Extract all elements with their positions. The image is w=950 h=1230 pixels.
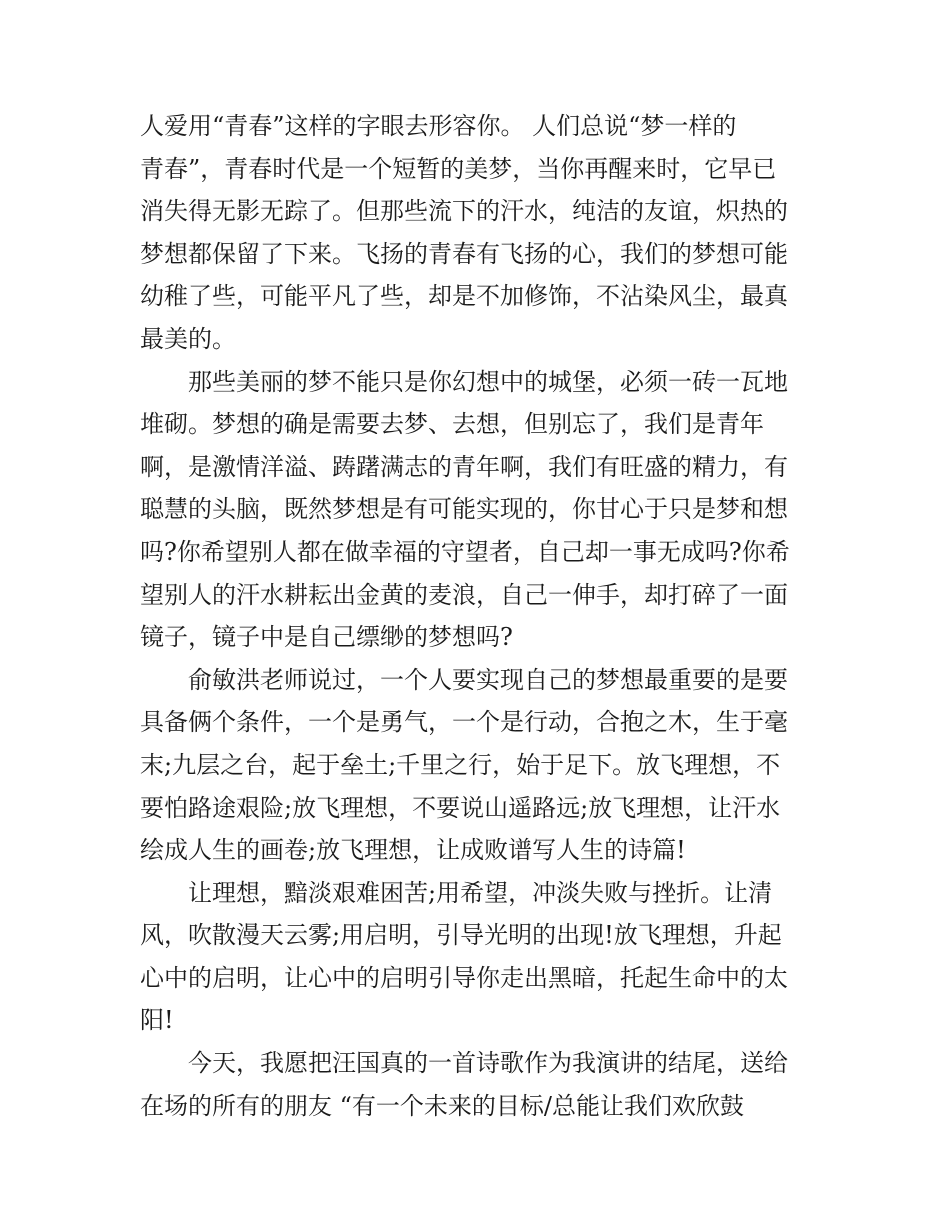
text-line: 在场的所有的朋友 “有一个未来的目标/总能让我们欢欣鼓 bbox=[140, 1091, 744, 1120]
text-line: 阳! bbox=[140, 1006, 174, 1035]
text-line: 末;九层之台，起于垒土;千里之行，始于足下。放飞理想，不 bbox=[140, 750, 781, 779]
paragraph bbox=[140, 361, 820, 659]
text-line: 风，吹散漫天云雾;用启明，引导光明的出现!放飞理想，升起 bbox=[140, 921, 782, 950]
paragraph bbox=[140, 872, 820, 1042]
text-line: 今天，我愿把汪国真的一首诗歌作为我演讲的结尾，送给 bbox=[188, 1049, 788, 1078]
text-line: 吗?你希望别人都在做幸福的守望者，自己却一事无成吗?你希 bbox=[140, 537, 790, 566]
text-line: 堆砌。梦想的确是需要去梦、去想，但别忘了，我们是青年 bbox=[140, 410, 764, 439]
text-line: 绘成人生的画卷;放飞理想，让成败谱写人生的诗篇! bbox=[140, 836, 686, 865]
text-line: 梦想都保留了下来。飞扬的青春有飞扬的心，我们的梦想可能 bbox=[140, 239, 788, 268]
text-line: 消失得无影无踪了。但那些流下的汗水，纯洁的友谊，炽热的 bbox=[140, 197, 788, 226]
text-line: 啊，是激情洋溢、踌躇满志的青年啊，我们有旺盛的精力，有 bbox=[140, 452, 788, 481]
text-line: 望别人的汗水耕耘出金黄的麦浪，自己一伸手，却打碎了一面 bbox=[140, 580, 788, 609]
text-line: 青春”，青春时代是一个短暂的美梦，当你再醒来时，它早已 bbox=[140, 154, 777, 183]
text-line: 人爱用“青春”这样的字眼去形容你。 人们总说“梦一样的 bbox=[140, 112, 737, 140]
paragraph bbox=[140, 105, 820, 361]
text-line: 那些美丽的梦不能只是你幻想中的城堡，必须一砖一瓦地 bbox=[188, 367, 788, 396]
text-line: 让理想，黯淡艰难困苦;用希望，冲淡失败与挫折。让清 bbox=[188, 878, 773, 907]
text-line: 要怕路途艰险;放飞理想，不要说山遥路远;放飞理想，让汗水 bbox=[140, 793, 781, 822]
body-text bbox=[140, 105, 820, 1127]
text-line: 具备俩个条件，一个是勇气，一个是行动，合抱之木，生于毫 bbox=[140, 708, 788, 737]
paragraph bbox=[140, 1042, 820, 1127]
text-line: 最美的。 bbox=[140, 324, 236, 353]
text-line: 聪慧的头脑，既然梦想是有可能实现的，你甘心于只是梦和想 bbox=[140, 495, 788, 524]
text-line: 幼稚了些，可能平凡了些，却是不加修饰，不沾染风尘，最真 bbox=[140, 282, 788, 311]
paragraph bbox=[140, 659, 820, 872]
text-line: 心中的启明，让心中的启明引导你走出黑暗，托起生命中的太 bbox=[140, 963, 788, 992]
text-line: 镜子，镜子中是自己缥缈的梦想吗? bbox=[140, 623, 513, 652]
text-line: 俞敏洪老师说过，一个人要实现自己的梦想最重要的是要 bbox=[188, 665, 788, 694]
